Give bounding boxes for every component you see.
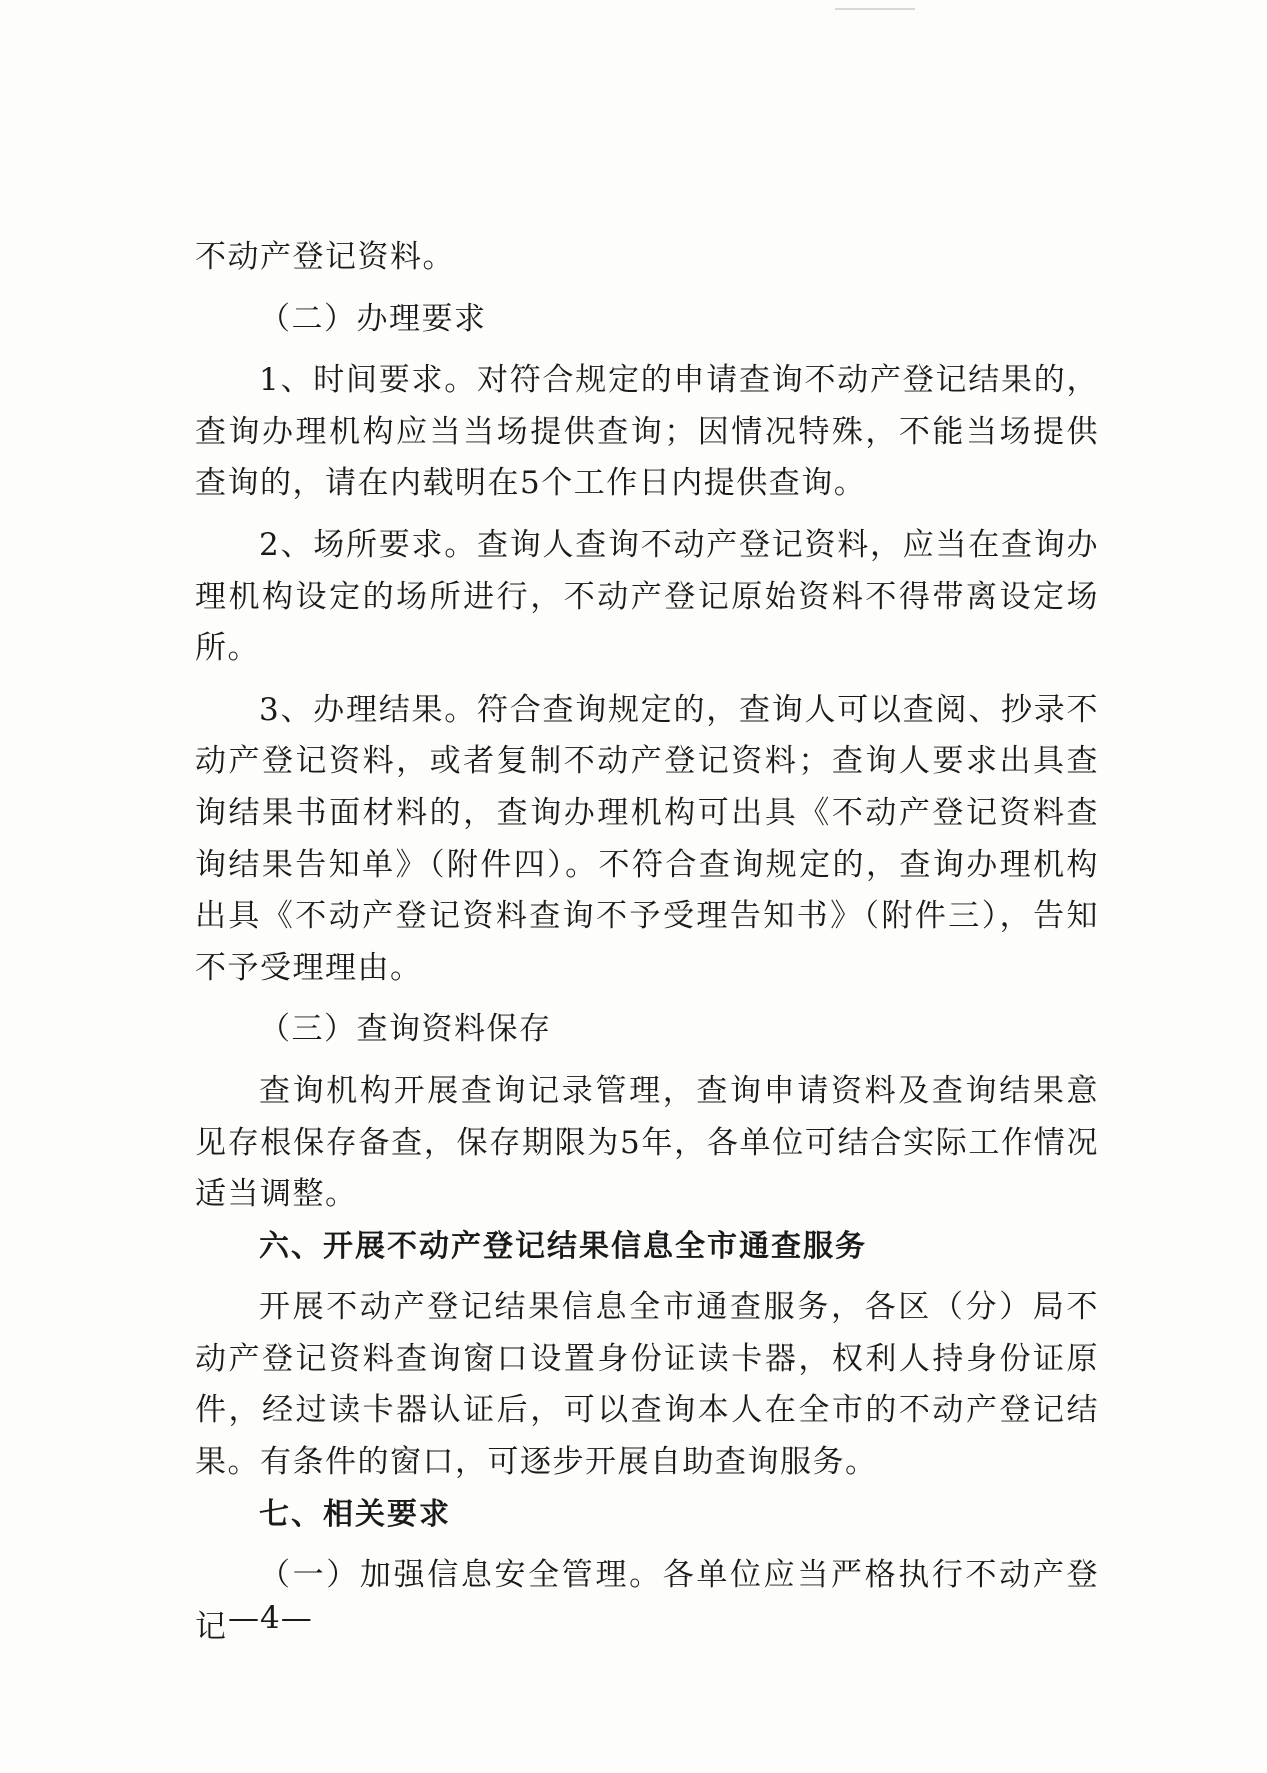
paragraph-continuation: 不动产登记资料。 (195, 239, 455, 275)
paragraph-handling-result: 3、办理结果。符合查询规定的，查询人可以查阅、抄录不动产登记资料，或者复制不动产登记资料；查询人要求出具查询结果书面材料的，查询办理机构可出具《不动产登记资料查询结果告知单》（附件四）。不符合查询规定的，查询办理机构出具《不动产登记资料查询不予受理告知书》（附件三），告知不予受理理由。 (195, 691, 1099, 986)
scan-mark (835, 8, 915, 10)
page-number: —4— (228, 1600, 313, 1636)
paragraph-venue-requirement: 2、场所要求。查询人查询不动产登记资料，应当在查询办理机构设定的场所进行，不动产登记原始资料不得带离设定场所。 (195, 526, 1099, 667)
paragraph-time-requirement: 1、时间要求。对符合规定的申请查询不动产登记结果的，查询办理机构应当当场提供查询；因情况特殊，不能当场提供查询的，请在内载明在5个工作日内提供查询。 (195, 362, 1099, 502)
subheading-handling-requirements: （二）办理要求 (259, 300, 487, 337)
section-heading-six: 六、开展不动产登记结果信息全市通查服务 (259, 1228, 867, 1264)
section-heading-seven: 七、相关要求 (259, 1496, 451, 1532)
paragraph-citywide-query: 开展不动产登记结果信息全市通查服务，各区（分）局不动产登记资料查询窗口设置身份证读卡器，权利人持身份证原件，经过读卡器认证后，可以查询本人在全市的不动产登记结果。有条件的窗口，可逐步开展自助查询服务。 (195, 1289, 1099, 1481)
document-body (195, 232, 1099, 1653)
paragraph-record-preservation: 查询机构开展查询记录管理，查询申请资料及查询结果意见存根保存备查，保存期限为5年，各单位可结合实际工作情况适当调整。 (195, 1072, 1099, 1213)
paragraph-security-management: （一）加强信息安全管理。各单位应当严格执行不动产登记 (195, 1557, 1099, 1645)
subheading-record-preservation: （三）查询资料保存 (259, 1011, 552, 1048)
